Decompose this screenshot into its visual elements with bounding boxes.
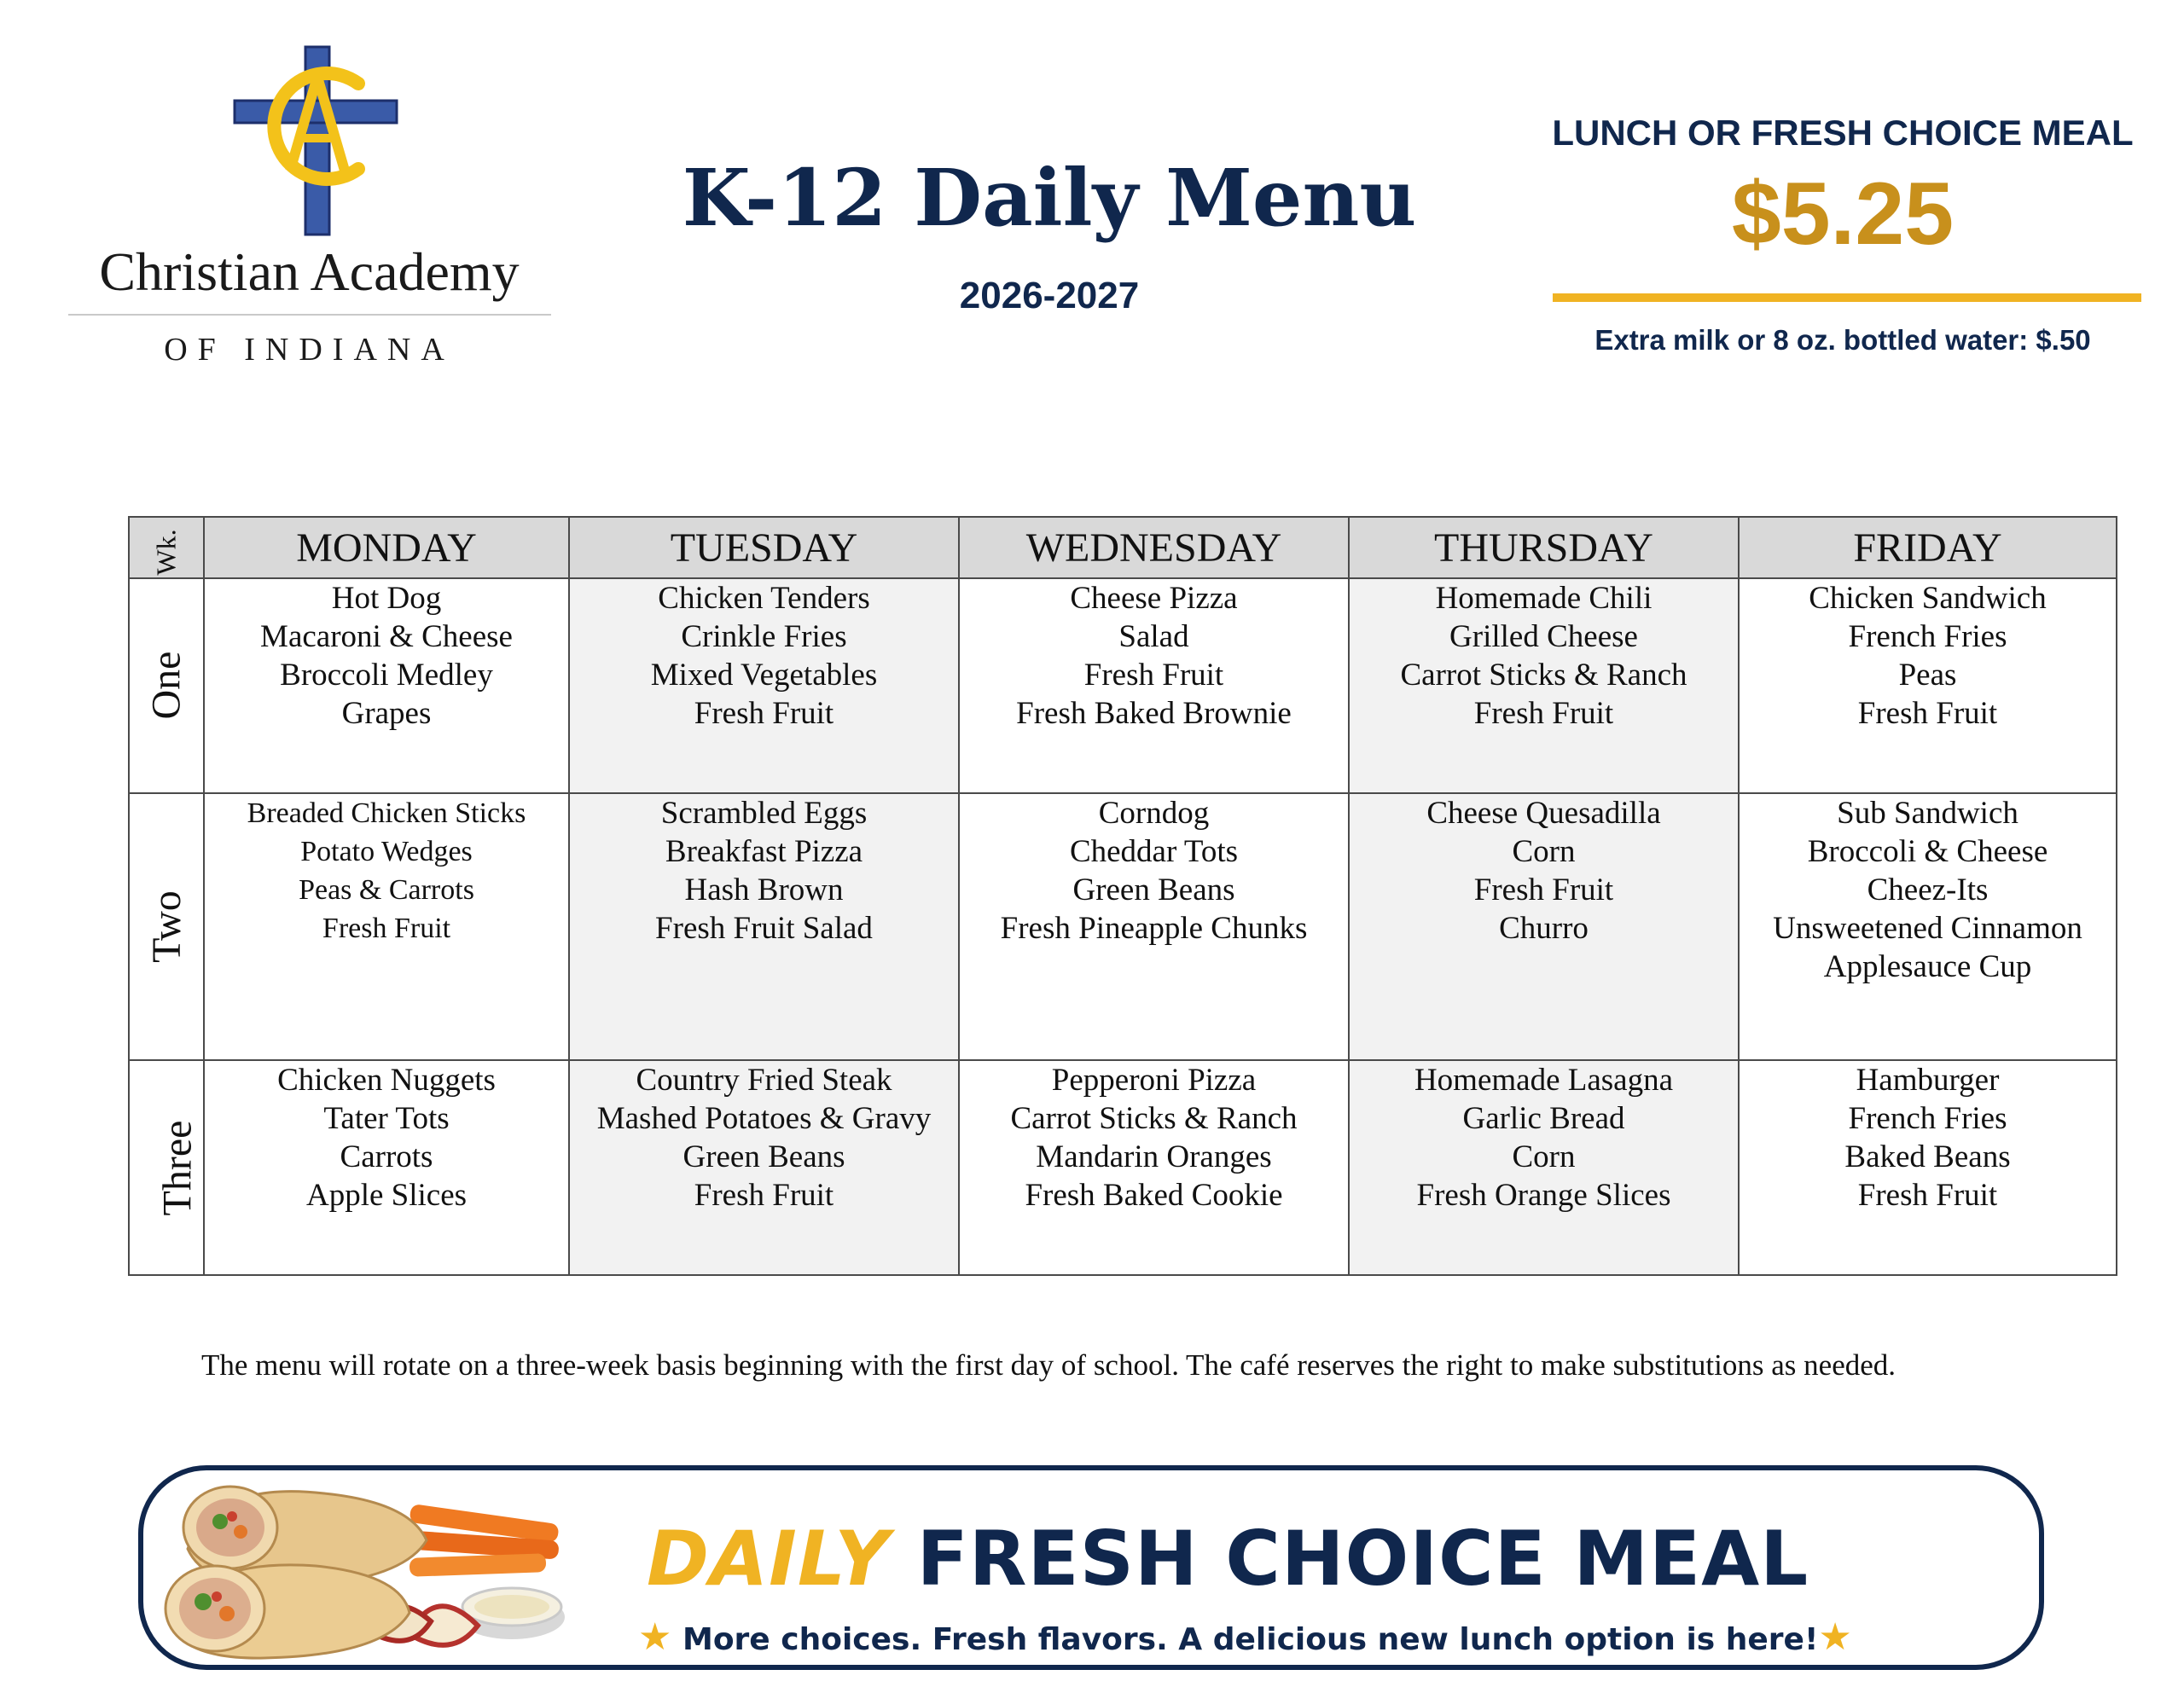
fresh-choice-banner (138, 1465, 2044, 1670)
week-label: Three (129, 1060, 204, 1275)
day-header-tuesday: TUESDAY (569, 517, 959, 578)
menu-item: Corndog (1098, 795, 1210, 831)
menu-item: Broccoli Medley (280, 658, 493, 693)
menu-item: Mashed Potatoes & Gravy (596, 1101, 932, 1137)
wrap-sandwich-illustration (154, 1446, 631, 1677)
banner-title-rest: FRESH CHOICE MEAL (916, 1515, 1809, 1603)
menu-cell (204, 793, 569, 1061)
menu-item: Crinkle Fries (681, 619, 847, 654)
menu-item: Apple Slices (305, 1178, 468, 1214)
menu-item: Chicken Sandwich (1809, 581, 2047, 616)
school-subtitle: OF INDIANA (164, 332, 455, 368)
menu-cell (959, 793, 1349, 1061)
menu-item: Corn (1512, 1139, 1576, 1175)
week-label: Two (129, 793, 204, 1061)
wrap-icon (166, 1487, 427, 1658)
star-icon: ★ (638, 1615, 672, 1659)
menu-cell (569, 578, 959, 793)
menu-item: Fresh Fruit (694, 696, 834, 731)
menu-item: Fresh Baked Brownie (1016, 696, 1292, 731)
menu-item: Potato Wedges (300, 835, 473, 867)
star-icon: ★ (1818, 1615, 1852, 1659)
menu-cell (569, 793, 959, 1061)
menu-cell (204, 578, 569, 793)
menu-item: Fresh Fruit (1857, 696, 1998, 731)
logo-divider (68, 314, 551, 316)
day-header-monday: MONDAY (204, 517, 569, 578)
cross-logo-icon (230, 43, 401, 239)
menu-item: Peas (1898, 658, 1957, 693)
menu-item: Grilled Cheese (1449, 619, 1638, 654)
menu-item: Breaded Chicken Sticks (247, 797, 526, 829)
banner-title (647, 1515, 1809, 1603)
menu-item: Peas & Carrots (299, 873, 474, 906)
menu-table (128, 516, 2117, 1276)
menu-cell (1739, 1060, 2117, 1275)
page-title: K-12 Daily Menu (682, 152, 1417, 244)
menu-item: Broccoli & Cheese (1807, 833, 2048, 869)
menu-item: Fresh Baked Cookie (1025, 1178, 1283, 1214)
menu-item: Breakfast Pizza (665, 833, 863, 869)
menu-item: French Fries (1848, 619, 2007, 654)
menu-item: Fresh Orange Slices (1416, 1178, 1671, 1214)
menu-item: Sub Sandwich (1837, 795, 2018, 831)
menu-cell (1739, 578, 2117, 793)
menu-cell (204, 1060, 569, 1275)
menu-header-row (129, 517, 2117, 578)
week-label: One (129, 578, 204, 793)
menu-cell (1739, 793, 2117, 1061)
day-header-thursday: THURSDAY (1349, 517, 1739, 578)
menu-item: Corn (1512, 833, 1576, 869)
week-row-one (129, 578, 2117, 793)
menu-item: French Fries (1848, 1101, 2007, 1137)
school-name: Christian Academy (99, 241, 520, 302)
menu-item: Pepperoni Pizza (1051, 1063, 1257, 1099)
extra-price-note: Extra milk or 8 oz. bottled water: $.50 (1594, 324, 2091, 356)
menu-item: Homemade Chili (1435, 581, 1653, 616)
menu-item: Scrambled Eggs (660, 795, 868, 831)
menu-item: Hamburger (1856, 1063, 2000, 1099)
menu-item: Fresh Pineapple Chunks (1000, 910, 1308, 946)
week-column-header: Wk. (129, 517, 204, 578)
menu-item: Carrot Sticks & Ranch (1400, 658, 1687, 693)
menu-item: Cheddar Tots (1069, 833, 1239, 869)
banner-subtitle: More choices. Fresh flavors. A delicious new lunch option is here! (682, 1622, 1819, 1657)
menu-item: Garlic Bread (1462, 1101, 1625, 1137)
carrot-sticks-icon (409, 1504, 559, 1577)
menu-item: Fresh Fruit (694, 1178, 834, 1214)
menu-item: Cheez-Its (1867, 872, 1989, 907)
menu-item: Carrots (340, 1139, 433, 1175)
menu-item: Grapes (341, 696, 432, 731)
menu-item: Applesauce Cup (1823, 948, 2032, 984)
menu-item: Country Fried Steak (636, 1063, 892, 1099)
menu-item: Salad (1118, 619, 1189, 654)
menu-cell (1349, 793, 1739, 1061)
week-row-two (129, 793, 2117, 1061)
menu-item: Fresh Fruit (322, 912, 451, 944)
banner-title-accent: DAILY (647, 1515, 890, 1603)
menu-cell (1349, 1060, 1739, 1275)
rotation-note: The menu will rotate on a three-week basis beginning with the first day of school. The café reserves the right to make substitutions as needed. (201, 1348, 1896, 1382)
menu-item: Hash Brown (684, 872, 844, 907)
menu-item: Cheese Pizza (1070, 581, 1238, 616)
week-row-three (129, 1060, 2117, 1275)
menu-item: Chicken Tenders (658, 581, 870, 616)
menu-item: Mandarin Oranges (1036, 1139, 1272, 1175)
school-year: 2026-2027 (959, 275, 1140, 316)
school-logo (64, 43, 555, 375)
menu-item: Chicken Nuggets (277, 1063, 496, 1099)
menu-cell (1349, 578, 1739, 793)
menu-item: Fresh Fruit (1083, 658, 1224, 693)
menu-item: Fresh Fruit Salad (655, 910, 873, 946)
menu-item: Unsweetened Cinnamon (1773, 910, 2082, 946)
menu-item: Fresh Fruit (1473, 696, 1614, 731)
menu-cell (959, 578, 1349, 793)
menu-item: Homemade Lasagna (1414, 1063, 1674, 1099)
price-divider (1553, 293, 2141, 302)
menu-item: Fresh Fruit (1473, 872, 1614, 907)
menu-item: Green Beans (682, 1139, 845, 1175)
meal-price: $5.25 (1731, 165, 1955, 264)
menu-item: Cheese Quesadilla (1426, 795, 1661, 831)
menu-item: Tater Tots (323, 1101, 450, 1137)
day-header-friday: FRIDAY (1739, 517, 2117, 578)
menu-item: Mixed Vegetables (650, 658, 878, 693)
banner-subtitle-line (638, 1615, 1852, 1659)
menu-cell (569, 1060, 959, 1275)
menu-cell (959, 1060, 1349, 1275)
menu-item: Green Beans (1072, 872, 1235, 907)
price-heading: LUNCH OR FRESH CHOICE MEAL (1552, 113, 2134, 153)
day-header-wednesday: WEDNESDAY (959, 517, 1349, 578)
menu-item: Macaroni & Cheese (260, 619, 513, 654)
menu-item: Hot Dog (331, 581, 442, 616)
menu-item: Fresh Fruit (1857, 1178, 1998, 1214)
menu-item: Carrot Sticks & Ranch (1010, 1101, 1298, 1137)
menu-item: Baked Beans (1844, 1139, 2011, 1175)
menu-item: Churro (1499, 910, 1589, 946)
